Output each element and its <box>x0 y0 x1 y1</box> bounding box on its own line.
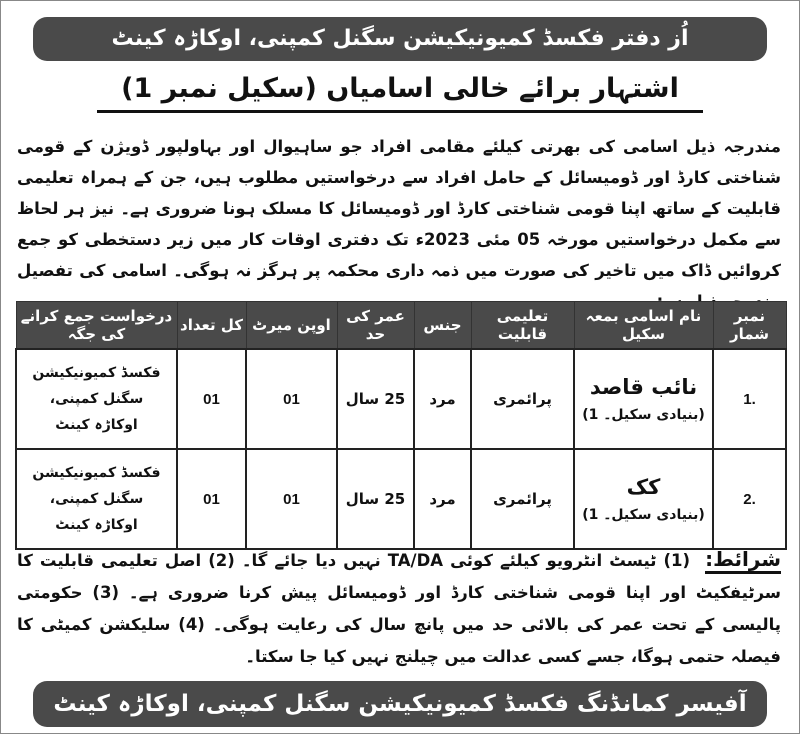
col-header-total: کل تعداد <box>177 302 246 350</box>
col-header-place: درخواست جمع کرانے کی جگہ <box>16 302 177 350</box>
post-name: کک <box>626 475 661 499</box>
cell-sno: 1. <box>713 349 786 449</box>
cell-age: 25 سال <box>337 449 414 549</box>
footer-banner <box>33 681 767 727</box>
cell-place <box>16 449 177 549</box>
page-title: اشتہار برائے خالی اسامیاں (سکیل نمبر 1) <box>97 71 703 113</box>
office-name: اُز دفتر فکسڈ کمیونیکیشن سگنل کمپنی، اوکاڑہ کینٹ <box>111 26 689 51</box>
conditions-section <box>17 543 781 673</box>
cell-open-merit: 01 <box>246 349 337 449</box>
title-section <box>1 71 799 113</box>
table-row <box>16 449 786 549</box>
cell-education: پرائمری <box>471 349 574 449</box>
conditions-text: (1) ٹیسٹ انٹرویو کیلئے کوئی TA/DA نہیں دیا جائے گا۔ (2) اصل تعلیمی قابلیت کا سرٹیفکیٹ اور اپنا قومی شناختی کارڈ اور ڈومیسائل پیش کرنا ضروری ہے۔ (3) حکومتی پالیسی کے تحت عمر کی بالائی حد میں پانچ سال کی رعایت ہوگی۔ (4) سلیکشن کمیٹی کا فیصلہ حتمی ہوگا، جسے کسی عدالت میں چیلنج نہیں کیا جا سکتا۔ <box>17 551 782 666</box>
post-scale: (بنیادی سکیل۔ 1) <box>582 407 705 423</box>
header-banner <box>33 17 767 61</box>
col-header-education: تعلیمی قابلیت <box>471 302 574 350</box>
place-line-1: فکسڈ کمیونیکیشن سگنل کمپنی، <box>32 365 161 407</box>
place-line-1: فکسڈ کمیونیکیشن سگنل کمپنی، <box>32 465 161 507</box>
cell-open-merit: 01 <box>246 449 337 549</box>
post-name: نائب قاصد <box>589 375 698 399</box>
posts-table <box>15 301 787 550</box>
place-line-2: اوکاڑہ کینٹ <box>55 417 138 433</box>
cell-total: 01 <box>177 449 246 549</box>
cell-place <box>16 349 177 449</box>
cell-age: 25 سال <box>337 349 414 449</box>
place-line-2: اوکاڑہ کینٹ <box>55 517 138 533</box>
col-header-open-merit: اوپن میرٹ <box>246 302 337 350</box>
post-scale: (بنیادی سکیل۔ 1) <box>582 507 705 523</box>
cell-education: پرائمری <box>471 449 574 549</box>
cell-post <box>574 349 713 449</box>
officer-title: آفیسر کمانڈنگ فکسڈ کمیونیکیشن سگنل کمپنی، اوکاڑہ کینٹ <box>53 691 747 717</box>
col-header-post: نام اسامی بمعہ سکیل <box>574 302 713 350</box>
table-row <box>16 349 786 449</box>
col-header-age: عمر کی حد <box>337 302 414 350</box>
cell-gender: مرد <box>414 349 471 449</box>
cell-gender: مرد <box>414 449 471 549</box>
conditions-label: شرائط: <box>705 547 781 574</box>
cell-sno: 2. <box>713 449 786 549</box>
table-header-row <box>16 302 786 350</box>
col-header-gender: جنس <box>414 302 471 350</box>
intro-paragraph: مندرجہ ذیل اسامی کی بھرتی کیلئے مقامی افراد جو ساہیوال اور بہاولپور ڈویژن کے قومی شناختی کارڈ اور ڈومیسائل کے حامل افراد سے درخواستیں مطلوب ہیں، جن کے ہمراہ تعلیمی قابلیت کے ساتھ اپنا قومی شناختی کارڈ اور ڈومیسائل کا مسلک ہونا ضروری ہے۔ نیز ہر لحاظ سے مکمل درخواستیں مورخہ 05 مئی 2023ء تک دفتری اوقات کار میں زیر دستخطی کو جمع کروائیں ڈاک میں تاخیر کی صورت میں ذمہ داری محکمہ پر ہرگز نہ ہوگی۔ اسامی کی تفصیل <box>17 137 781 280</box>
col-header-sno: نمبر شمار <box>713 302 786 350</box>
cell-total: 01 <box>177 349 246 449</box>
cell-post <box>574 449 713 549</box>
